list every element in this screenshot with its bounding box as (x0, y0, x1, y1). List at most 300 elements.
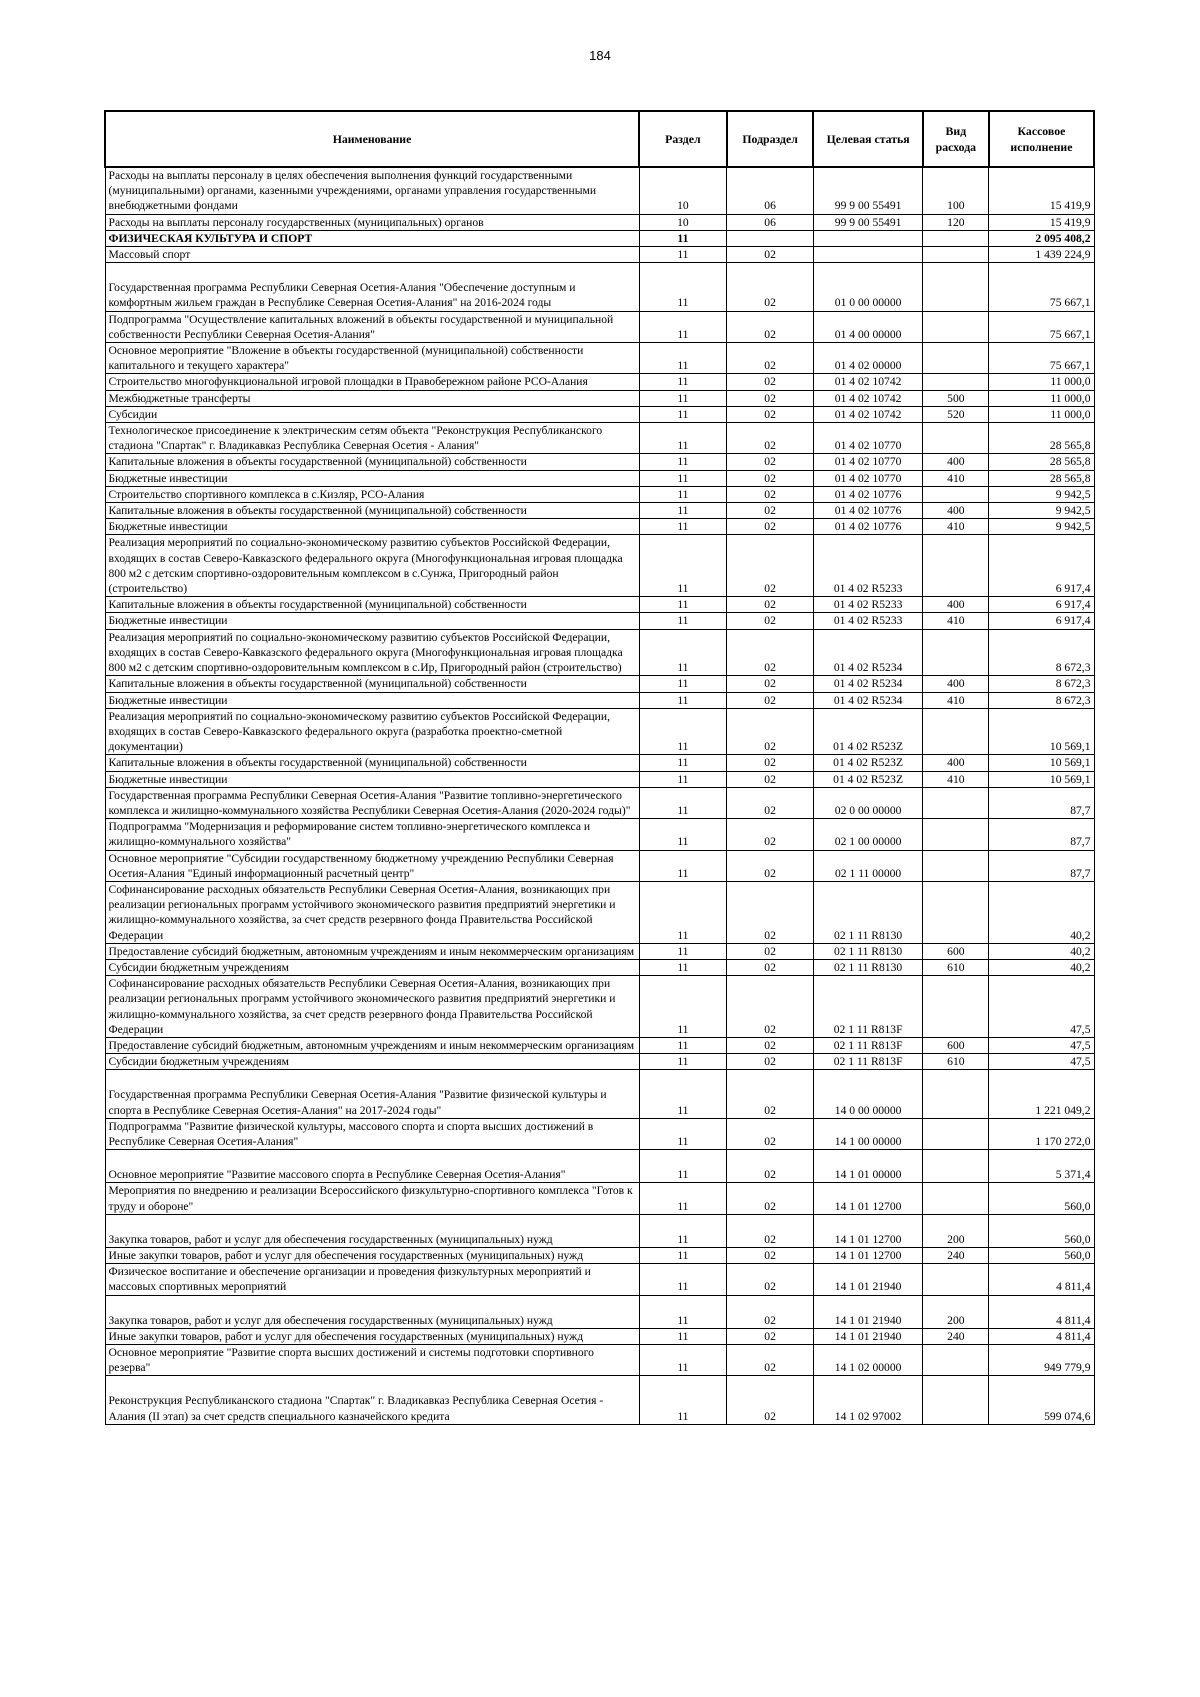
cell-subsection: 02 (727, 850, 814, 881)
cell-target: 01 4 02 10742 (813, 390, 922, 406)
cell-section: 11 (639, 819, 727, 850)
cell-target: 01 4 02 10776 (813, 519, 922, 535)
cell-target: 02 1 11 R813F (813, 1037, 922, 1053)
cell-section: 11 (639, 1328, 727, 1344)
cell-amount: 28 565,8 (989, 470, 1094, 486)
cell-name: Предоставление субсидий бюджетным, автономным учреждениям и иным некоммерческим организациям (105, 1037, 639, 1053)
cell-kind (923, 1183, 989, 1214)
table-row (105, 503, 1094, 519)
cell-name: Государственная программа Республики Северная Осетия-Алания "Развитие топливно-энергетического комплекса и жилищно-коммунального хозяйства Республики Северная Осетия-Алания (2020-2024 годы)" (105, 787, 639, 818)
table-row (105, 1376, 1094, 1424)
cell-name: Закупка товаров, работ и услуг для обеспечения государственных (муниципальных) нужд (105, 1295, 639, 1328)
cell-section: 11 (639, 374, 727, 390)
cell-subsection: 02 (727, 976, 814, 1038)
table-row (105, 470, 1094, 486)
cell-target: 14 1 01 21940 (813, 1295, 922, 1328)
cell-kind (923, 1150, 989, 1183)
cell-kind (923, 787, 989, 818)
cell-name: ФИЗИЧЕСКАЯ КУЛЬТУРА И СПОРТ (105, 230, 639, 246)
cell-name: Бюджетные инвестиции (105, 771, 639, 787)
cell-name: Субсидии (105, 406, 639, 422)
cell-kind: 400 (923, 755, 989, 771)
cell-kind: 600 (923, 943, 989, 959)
cell-name: Бюджетные инвестиции (105, 470, 639, 486)
cell-amount: 40,2 (989, 881, 1094, 943)
cell-target: 14 1 02 00000 (813, 1345, 922, 1376)
table-row (105, 850, 1094, 881)
cell-section: 11 (639, 311, 727, 342)
table-row (105, 597, 1094, 613)
cell-subsection: 02 (727, 423, 814, 454)
table-row (105, 406, 1094, 422)
cell-kind: 610 (923, 959, 989, 975)
cell-kind (923, 374, 989, 390)
table-row (105, 1345, 1094, 1376)
table-row (105, 787, 1094, 818)
cell-subsection: 06 (727, 214, 814, 230)
table-row (105, 535, 1094, 597)
table-row (105, 1150, 1094, 1183)
cell-subsection: 02 (727, 454, 814, 470)
table-body (105, 167, 1094, 1424)
table-row (105, 486, 1094, 502)
cell-kind: 120 (923, 214, 989, 230)
cell-amount: 11 000,0 (989, 390, 1094, 406)
page-number: 184 (589, 48, 611, 63)
table-row (105, 247, 1094, 263)
cell-amount: 9 942,5 (989, 519, 1094, 535)
cell-kind (923, 629, 989, 676)
cell-name: Технологическое присоединение к электрическим сетям объекта "Реконструкция Республиканского стадиона "Спартак" г. Владикавказ Республика Северная Осетия - Алания" (105, 423, 639, 454)
cell-amount: 11 000,0 (989, 406, 1094, 422)
cell-subsection: 02 (727, 263, 814, 311)
cell-amount: 75 667,1 (989, 263, 1094, 311)
cell-section: 11 (639, 1295, 727, 1328)
cell-kind: 400 (923, 454, 989, 470)
cell-section: 11 (639, 692, 727, 708)
cell-kind (923, 1345, 989, 1376)
cell-subsection: 06 (727, 167, 814, 214)
cell-target: 02 1 00 00000 (813, 819, 922, 850)
cell-kind (923, 311, 989, 342)
cell-name: Строительство многофункциональной игровой площадки в Правобережном районе РСО-Алания (105, 374, 639, 390)
cell-section: 10 (639, 214, 727, 230)
cell-subsection: 02 (727, 1248, 814, 1264)
table-header-row (105, 111, 1094, 167)
cell-amount: 1 170 272,0 (989, 1118, 1094, 1149)
table-row (105, 629, 1094, 676)
table-row (105, 343, 1094, 374)
cell-amount: 6 917,4 (989, 535, 1094, 597)
cell-target: 14 0 00 00000 (813, 1070, 922, 1118)
cell-kind (923, 708, 989, 755)
cell-target: 01 4 02 R5233 (813, 535, 922, 597)
cell-name: Предоставление субсидий бюджетным, автономным учреждениям и иным некоммерческим организациям (105, 943, 639, 959)
cell-section: 11 (639, 1054, 727, 1070)
cell-amount: 8 672,3 (989, 629, 1094, 676)
cell-kind (923, 247, 989, 263)
cell-amount: 28 565,8 (989, 423, 1094, 454)
cell-kind (923, 819, 989, 850)
cell-amount: 47,5 (989, 1037, 1094, 1053)
table-row (105, 676, 1094, 692)
cell-section: 11 (639, 486, 727, 502)
table-row (105, 881, 1094, 943)
cell-amount: 87,7 (989, 850, 1094, 881)
cell-section: 11 (639, 708, 727, 755)
cell-subsection: 02 (727, 708, 814, 755)
cell-kind: 410 (923, 613, 989, 629)
cell-name: Реализация мероприятий по социально-экономическому развитию субъектов Российской Федерации, входящих в состав Северо-Кавказского федерального округа (разработка проектно-сметной документации) (105, 708, 639, 755)
cell-subsection: 02 (727, 943, 814, 959)
cell-kind: 520 (923, 406, 989, 422)
cell-amount: 9 942,5 (989, 503, 1094, 519)
cell-section: 11 (639, 959, 727, 975)
cell-section: 11 (639, 943, 727, 959)
cell-amount: 87,7 (989, 787, 1094, 818)
cell-subsection: 02 (727, 692, 814, 708)
cell-subsection: 02 (727, 959, 814, 975)
table-row (105, 613, 1094, 629)
cell-subsection: 02 (727, 390, 814, 406)
cell-subsection: 02 (727, 676, 814, 692)
table-row (105, 943, 1094, 959)
header-name: Наименование (105, 111, 639, 167)
cell-section: 11 (639, 1118, 727, 1149)
cell-target: 02 1 11 00000 (813, 850, 922, 881)
cell-section: 11 (639, 390, 727, 406)
cell-name: Софинансирование расходных обязательств Республики Северная Осетия-Алания, возникающих при реализации региональных программ устойчивого экономического развития предприятий энергетики и жилищно-коммунального хозяйства, за счет средств резервного фонда Правительства Российской Федерации (105, 881, 639, 943)
cell-kind: 500 (923, 390, 989, 406)
cell-kind (923, 976, 989, 1038)
cell-name: Расходы на выплаты персоналу в целях обеспечения выполнения функций государственными (муниципальными) органами, казенными учреждениями, органами управления государственными внебюджетными фондами (105, 167, 639, 214)
cell-name: Иные закупки товаров, работ и услуг для обеспечения государственных (муниципальных) нужд (105, 1248, 639, 1264)
cell-subsection: 02 (727, 629, 814, 676)
cell-subsection: 02 (727, 1214, 814, 1247)
cell-target: 01 4 02 R5233 (813, 597, 922, 613)
cell-name: Массовый спорт (105, 247, 639, 263)
cell-name: Основное мероприятие "Субсидии государственному бюджетному учреждению Республики Северная Осетия-Алания "Единый информационный расчетный центр" (105, 850, 639, 881)
cell-kind: 410 (923, 519, 989, 535)
cell-target: 14 1 01 12700 (813, 1214, 922, 1247)
cell-subsection: 02 (727, 374, 814, 390)
table-row (105, 1264, 1094, 1295)
cell-amount: 28 565,8 (989, 454, 1094, 470)
cell-kind (923, 343, 989, 374)
cell-subsection: 02 (727, 503, 814, 519)
cell-amount: 75 667,1 (989, 343, 1094, 374)
cell-amount: 10 569,1 (989, 771, 1094, 787)
cell-name: Капитальные вложения в объекты государственной (муниципальной) собственности (105, 755, 639, 771)
cell-subsection: 02 (727, 486, 814, 502)
cell-amount: 560,0 (989, 1214, 1094, 1247)
cell-subsection: 02 (727, 1264, 814, 1295)
cell-name: Мероприятия по внедрению и реализации Всероссийского физкультурно-спортивного комплекса "Готов к труду и обороне" (105, 1183, 639, 1214)
cell-name: Межбюджетные трансферты (105, 390, 639, 406)
cell-section: 11 (639, 1248, 727, 1264)
table-row (105, 374, 1094, 390)
cell-section: 11 (639, 1037, 727, 1053)
cell-section: 11 (639, 1070, 727, 1118)
cell-section: 11 (639, 771, 727, 787)
cell-amount: 15 419,9 (989, 167, 1094, 214)
cell-kind: 240 (923, 1248, 989, 1264)
cell-section: 11 (639, 1150, 727, 1183)
cell-section: 11 (639, 247, 727, 263)
cell-section: 11 (639, 454, 727, 470)
cell-amount: 599 074,6 (989, 1376, 1094, 1424)
cell-subsection: 02 (727, 343, 814, 374)
cell-name: Подпрограмма "Развитие физической культуры, массового спорта и спорта высших достижений в Республике Северная Осетия-Алания" (105, 1118, 639, 1149)
cell-kind (923, 1118, 989, 1149)
cell-name: Государственная программа Республики Северная Осетия-Алания "Обеспечение доступным и комфортным жильем граждан в Республике Северная Осетия-Алания" на 2016-2024 годы (105, 263, 639, 311)
cell-name: Бюджетные инвестиции (105, 692, 639, 708)
cell-name: Подпрограмма "Модернизация и реформирование систем топливно-энергетического комплекса и жилищно-коммунального хозяйства" (105, 819, 639, 850)
cell-amount: 560,0 (989, 1183, 1094, 1214)
cell-amount: 560,0 (989, 1248, 1094, 1264)
cell-kind (923, 850, 989, 881)
cell-section: 11 (639, 519, 727, 535)
cell-target: 01 4 02 10776 (813, 503, 922, 519)
cell-name: Субсидии бюджетным учреждениям (105, 959, 639, 975)
cell-target: 02 1 11 R813F (813, 1054, 922, 1070)
budget-table (104, 110, 1095, 1425)
cell-target: 01 4 02 10770 (813, 454, 922, 470)
cell-name: Капитальные вложения в объекты государственной (муниципальной) собственности (105, 503, 639, 519)
cell-name: Иные закупки товаров, работ и услуг для обеспечения государственных (муниципальных) нужд (105, 1328, 639, 1344)
cell-subsection: 02 (727, 1054, 814, 1070)
cell-name: Капитальные вложения в объекты государственной (муниципальной) собственности (105, 454, 639, 470)
table-row (105, 1183, 1094, 1214)
cell-name: Государственная программа Республики Северная Осетия-Алания "Развитие физической культуры и спорта в Республике Северная Осетия-Алания" на 2017-2024 годы" (105, 1070, 639, 1118)
cell-kind: 410 (923, 771, 989, 787)
cell-amount: 40,2 (989, 943, 1094, 959)
cell-target: 14 1 01 12700 (813, 1248, 922, 1264)
cell-kind: 400 (923, 597, 989, 613)
cell-amount: 8 672,3 (989, 692, 1094, 708)
cell-amount: 47,5 (989, 1054, 1094, 1070)
table-row (105, 708, 1094, 755)
cell-subsection: 02 (727, 1037, 814, 1053)
table-row (105, 1118, 1094, 1149)
cell-name: Субсидии бюджетным учреждениям (105, 1054, 639, 1070)
cell-section: 11 (639, 263, 727, 311)
table-row (105, 959, 1094, 975)
cell-name: Основное мероприятие "Развитие массового спорта в Республике Северная Осетия-Алания" (105, 1150, 639, 1183)
table-row (105, 519, 1094, 535)
cell-kind: 100 (923, 167, 989, 214)
cell-target: 01 4 02 10770 (813, 423, 922, 454)
cell-subsection: 02 (727, 1070, 814, 1118)
cell-kind: 240 (923, 1328, 989, 1344)
table-row (105, 819, 1094, 850)
header-target: Целевая статья (813, 111, 922, 167)
cell-amount: 11 000,0 (989, 374, 1094, 390)
cell-name: Основное мероприятие "Развитие спорта высших достижений и системы подготовки спортивного резерва" (105, 1345, 639, 1376)
cell-subsection: 02 (727, 819, 814, 850)
cell-section: 11 (639, 470, 727, 486)
table-row (105, 1248, 1094, 1264)
table-row (105, 771, 1094, 787)
table-row (105, 1054, 1094, 1070)
cell-target: 14 1 01 00000 (813, 1150, 922, 1183)
cell-kind: 600 (923, 1037, 989, 1053)
cell-section: 11 (639, 976, 727, 1038)
cell-section: 11 (639, 503, 727, 519)
cell-amount: 2 095 408,2 (989, 230, 1094, 246)
cell-target: 01 4 00 00000 (813, 311, 922, 342)
cell-kind (923, 1264, 989, 1295)
cell-target: 02 1 11 R813F (813, 976, 922, 1038)
cell-kind (923, 263, 989, 311)
table-row (105, 311, 1094, 342)
cell-amount: 5 371,4 (989, 1150, 1094, 1183)
cell-amount: 4 811,4 (989, 1264, 1094, 1295)
cell-subsection (727, 230, 814, 246)
cell-amount: 1 221 049,2 (989, 1070, 1094, 1118)
cell-kind (923, 486, 989, 502)
table-row (105, 454, 1094, 470)
cell-kind: 410 (923, 470, 989, 486)
cell-section: 11 (639, 787, 727, 818)
cell-name: Реализация мероприятий по социально-экономическому развитию субъектов Российской Федерации, входящих в состав Северо-Кавказского федерального округа (Многофункциональная игровая площадка 800 м2 с детским спортивно-оздоровительным комплексом в с.Сунжа, Пригородный район (строительство) (105, 535, 639, 597)
cell-target: 14 1 01 12700 (813, 1183, 922, 1214)
cell-amount: 75 667,1 (989, 311, 1094, 342)
cell-name: Закупка товаров, работ и услуг для обеспечения государственных (муниципальных) нужд (105, 1214, 639, 1247)
cell-section: 10 (639, 167, 727, 214)
cell-target: 01 4 02 R5233 (813, 613, 922, 629)
cell-subsection: 02 (727, 1118, 814, 1149)
cell-target: 14 1 02 97002 (813, 1376, 922, 1424)
cell-target: 02 1 11 R8130 (813, 881, 922, 943)
cell-section: 11 (639, 613, 727, 629)
cell-name: Строительство спортивного комплекса в с.Кизляр, РСО-Алания (105, 486, 639, 502)
cell-name: Капитальные вложения в объекты государственной (муниципальной) собственности (105, 676, 639, 692)
cell-subsection: 02 (727, 519, 814, 535)
cell-amount: 10 569,1 (989, 708, 1094, 755)
cell-section: 11 (639, 676, 727, 692)
table-row (105, 230, 1094, 246)
cell-subsection: 02 (727, 247, 814, 263)
header-section: Раздел (639, 111, 727, 167)
cell-amount: 4 811,4 (989, 1328, 1094, 1344)
cell-amount: 6 917,4 (989, 597, 1094, 613)
cell-target: 99 9 00 55491 (813, 214, 922, 230)
cell-section: 11 (639, 423, 727, 454)
cell-subsection: 02 (727, 470, 814, 486)
cell-target: 14 1 01 21940 (813, 1264, 922, 1295)
cell-subsection: 02 (727, 787, 814, 818)
table-row (105, 755, 1094, 771)
cell-amount: 9 942,5 (989, 486, 1094, 502)
header-subsection: Подраздел (727, 111, 814, 167)
cell-section: 11 (639, 1214, 727, 1247)
cell-target: 02 0 00 00000 (813, 787, 922, 818)
table-row (105, 214, 1094, 230)
cell-name: Капитальные вложения в объекты государственной (муниципальной) собственности (105, 597, 639, 613)
cell-subsection: 02 (727, 1328, 814, 1344)
cell-subsection: 02 (727, 1376, 814, 1424)
cell-kind: 610 (923, 1054, 989, 1070)
table-row (105, 263, 1094, 311)
cell-section: 11 (639, 343, 727, 374)
table-row (105, 1037, 1094, 1053)
cell-name: Подпрограмма "Осуществление капитальных вложений в объекты государственной и муниципальной собственности Республики Северная Осетия-Алания" (105, 311, 639, 342)
table-row (105, 1214, 1094, 1247)
header-amount: Кассовое исполнение (989, 111, 1094, 167)
cell-section: 11 (639, 230, 727, 246)
cell-name: Реализация мероприятий по социально-экономическому развитию субъектов Российской Федерации, входящих в состав Северо-Кавказского федерального округа (Многофункциональная игровая площадка 800 м2 с детским спортивно-оздоровительным комплексом в с.Ир, Пригородный район (строительство) (105, 629, 639, 676)
cell-subsection: 02 (727, 613, 814, 629)
cell-subsection: 02 (727, 1345, 814, 1376)
cell-subsection: 02 (727, 755, 814, 771)
cell-section: 11 (639, 1376, 727, 1424)
cell-name: Расходы на выплаты персоналу государственных (муниципальных) органов (105, 214, 639, 230)
cell-target: 99 9 00 55491 (813, 167, 922, 214)
table-row (105, 423, 1094, 454)
table-row (105, 167, 1094, 214)
table-row (105, 692, 1094, 708)
cell-kind: 200 (923, 1295, 989, 1328)
header-kind: Вид расхода (923, 111, 989, 167)
cell-subsection: 02 (727, 1183, 814, 1214)
table-row (105, 1295, 1094, 1328)
cell-subsection: 02 (727, 881, 814, 943)
cell-name: Физическое воспитание и обеспечение организации и проведения физкультурных мероприятий и массовых спортивных мероприятий (105, 1264, 639, 1295)
cell-target: 01 4 02 10776 (813, 486, 922, 502)
table-row (105, 976, 1094, 1038)
cell-section: 11 (639, 1345, 727, 1376)
cell-target: 01 4 02 10742 (813, 374, 922, 390)
cell-subsection: 02 (727, 406, 814, 422)
cell-amount: 949 779,9 (989, 1345, 1094, 1376)
cell-section: 11 (639, 1183, 727, 1214)
cell-name: Реконструкция Республиканского стадиона "Спартак" г. Владикавказ Республика Северная Осетия - Алания (II этап) за счет средств специального казначейского кредита (105, 1376, 639, 1424)
cell-target: 01 4 02 R5234 (813, 676, 922, 692)
cell-name: Основное мероприятие "Вложение в объекты государственной (муниципальной) собственности капитального и текущего характера" (105, 343, 639, 374)
cell-name: Бюджетные инвестиции (105, 519, 639, 535)
cell-section: 11 (639, 597, 727, 613)
table-row (105, 1328, 1094, 1344)
cell-name: Софинансирование расходных обязательств Республики Северная Осетия-Алания, возникающих при реализации региональных программ устойчивого экономического развития предприятий энергетики и жилищно-коммунального хозяйства, за счет средств резервного фонда Правительства Российской Федерации (105, 976, 639, 1038)
cell-section: 11 (639, 535, 727, 597)
cell-kind (923, 1070, 989, 1118)
cell-section: 11 (639, 1264, 727, 1295)
cell-target: 01 4 02 R523Z (813, 771, 922, 787)
cell-target: 01 4 02 10770 (813, 470, 922, 486)
table-row (105, 390, 1094, 406)
cell-section: 11 (639, 406, 727, 422)
table-row (105, 1070, 1094, 1118)
cell-target: 02 1 11 R8130 (813, 959, 922, 975)
cell-target: 01 4 02 R523Z (813, 755, 922, 771)
cell-section: 11 (639, 881, 727, 943)
cell-kind (923, 881, 989, 943)
cell-amount: 1 439 224,9 (989, 247, 1094, 263)
cell-target: 14 1 01 21940 (813, 1328, 922, 1344)
cell-target (813, 247, 922, 263)
cell-section: 11 (639, 629, 727, 676)
cell-target: 01 4 02 10742 (813, 406, 922, 422)
cell-amount: 47,5 (989, 976, 1094, 1038)
cell-amount: 8 672,3 (989, 676, 1094, 692)
cell-amount: 15 419,9 (989, 214, 1094, 230)
cell-kind: 410 (923, 692, 989, 708)
cell-subsection: 02 (727, 311, 814, 342)
cell-amount: 10 569,1 (989, 755, 1094, 771)
cell-target (813, 230, 922, 246)
cell-kind (923, 423, 989, 454)
